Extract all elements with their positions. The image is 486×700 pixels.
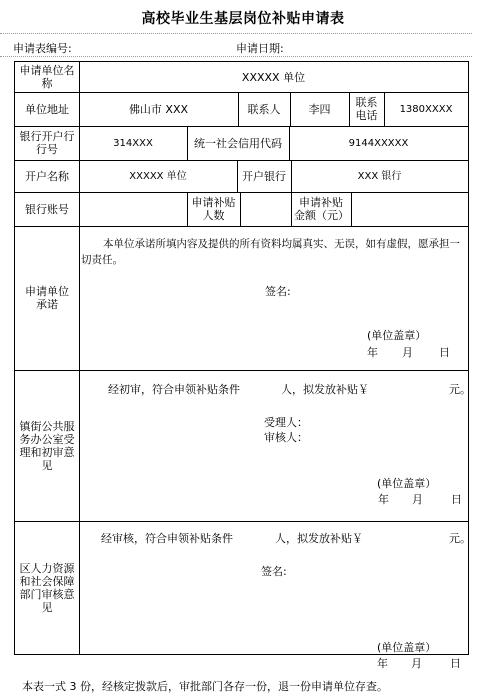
street-year-label: 年	[378, 493, 389, 506]
promise-text: 本单位承诺所填内容及提供的所有资料均属真实、无误，如有虚假，愿承担一切责任。	[81, 238, 460, 266]
dotted-rule-top	[0, 33, 472, 34]
form-number-label: 申请表编号:	[13, 42, 72, 55]
contact-person-label: 联系人	[247, 102, 281, 116]
district-hr-label: 区人力资源和社会保障部门审核意见	[19, 561, 75, 614]
district-day-label: 日	[450, 657, 461, 670]
applicant-count-label: 申请补贴人数	[191, 196, 236, 222]
account-name-label: 开户名称	[25, 169, 69, 183]
district-month-label: 月	[411, 657, 422, 670]
street-office-label: 镇街公共服务办公室受理和初审意见	[19, 419, 75, 472]
district-year-label: 年	[377, 657, 388, 670]
application-date-label: 申请日期:	[236, 42, 284, 55]
contact-phone-value[interactable]: 1380XXXX	[399, 103, 453, 115]
promise-seal-label: (单位盖章）	[367, 329, 427, 342]
promise-day-label: 日	[439, 346, 450, 359]
form-title: 高校毕业生基层岗位补贴申请表	[141, 11, 345, 27]
district-seal-label: (单位盖章）	[377, 641, 437, 654]
promise-month-label: 月	[402, 346, 413, 359]
district-review-text-end: 元。	[449, 532, 471, 545]
district-review-text-middle: 人，拟发放补贴￥	[275, 532, 363, 545]
unit-address-value[interactable]: 佛山市 XXX	[128, 102, 189, 116]
form-table	[14, 61, 469, 655]
district-review-text-start: 经审核，符合申领补贴条件	[101, 532, 233, 545]
opening-bank-value[interactable]: XXX 银行	[357, 170, 402, 182]
promise-year-label: 年	[367, 346, 378, 359]
subsidy-amount-value[interactable]	[351, 192, 468, 226]
unit-name-label: 申请单位名称	[19, 64, 75, 90]
row-divider	[15, 521, 468, 522]
unit-name-value[interactable]: XXXXX 单位	[241, 70, 306, 84]
handler-label: 受理人：	[264, 416, 308, 429]
credit-code-value[interactable]: 9144XXXXX	[348, 137, 409, 149]
street-month-label: 月	[412, 493, 423, 506]
footer-note: 本表一式 3 份，经核定拨款后，审批部门各存一份，退一份申请单位存查。	[22, 680, 388, 693]
unit-address-label: 单位地址	[25, 102, 69, 116]
street-day-label: 日	[451, 493, 462, 506]
street-seal-label: (单位盖章）	[377, 477, 437, 490]
contact-phone-label: 联系电话	[355, 96, 378, 122]
bank-branch-number-value[interactable]: 314XXX	[113, 137, 153, 149]
dotted-rule-bottom	[0, 56, 472, 57]
opening-bank-label: 开户银行	[242, 169, 286, 183]
contact-person-value[interactable]: 李四	[308, 102, 331, 116]
applicant-count-value[interactable]	[240, 192, 291, 226]
street-review-text-start: 经初审，符合申领补贴条件	[108, 383, 240, 396]
promise-label: 申请单位承诺	[25, 285, 69, 311]
row-divider	[15, 226, 468, 227]
subsidy-amount-label: 申请补贴金额（元）	[294, 196, 349, 222]
promise-sign-label: 签名:	[265, 285, 291, 298]
account-name-value[interactable]: XXXXX 单位	[129, 170, 187, 182]
credit-code-label: 统一社会信用代码	[194, 136, 282, 150]
street-review-text-middle: 人，拟发放补贴￥	[281, 383, 369, 396]
street-review-text-end: 元。	[449, 383, 471, 396]
row-divider	[15, 370, 468, 371]
bank-branch-number-label: 银行开户行行号	[19, 130, 75, 156]
reviewer-label: 审核人：	[264, 431, 308, 444]
district-sign-label: 签名:	[261, 565, 287, 578]
bank-account-label: 银行账号	[25, 202, 69, 216]
bank-account-value[interactable]	[79, 192, 187, 226]
